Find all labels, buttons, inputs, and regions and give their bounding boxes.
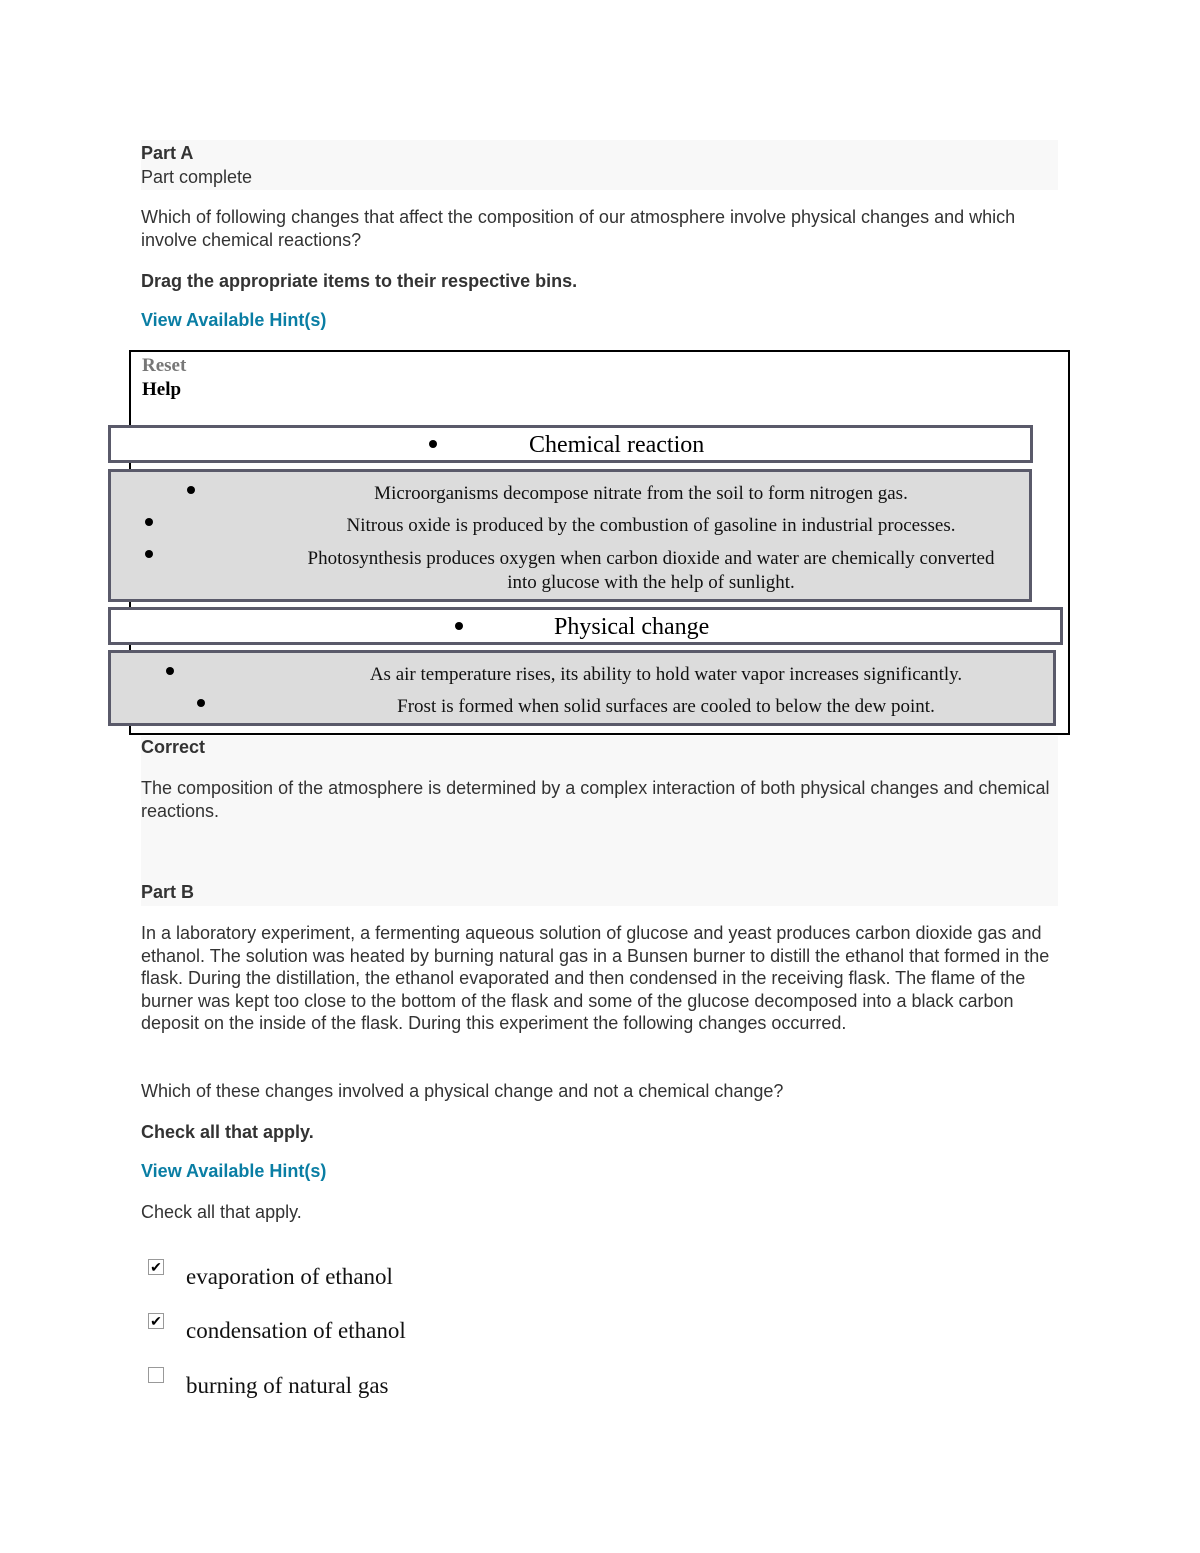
result-label: Correct bbox=[141, 737, 206, 757]
part-a-title: Part A bbox=[141, 143, 194, 163]
option-label: condensation of ethanol bbox=[186, 1318, 406, 1343]
question-text: Which of following changes that affect the composition of our atmosphere involve physical changes and which involve chemical reactions? bbox=[141, 207, 1016, 250]
bullet bbox=[197, 699, 205, 707]
help-button[interactable]: Help bbox=[142, 379, 182, 400]
view-hints-link[interactable]: View Available Hint(s) bbox=[141, 1161, 327, 1181]
part-status: Part complete bbox=[141, 167, 253, 187]
bullet bbox=[455, 622, 463, 630]
bin-label: Physical change bbox=[554, 614, 710, 640]
part-a-header bbox=[141, 140, 1058, 190]
draggable-item[interactable]: As air temperature rises, its ability to hold water vapor increases significantly. bbox=[369, 664, 963, 685]
bin-chemical-reaction[interactable] bbox=[108, 469, 1032, 602]
instruction-repeat: Check all that apply. bbox=[141, 1202, 302, 1222]
draggable-item[interactable]: Frost is formed when solid surfaces are cooled to below the dew point. bbox=[397, 696, 935, 717]
option-label: evaporation of ethanol bbox=[186, 1264, 393, 1289]
checkbox-condensation[interactable]: ✔ bbox=[148, 1313, 164, 1329]
bullet bbox=[145, 518, 153, 526]
bullet bbox=[429, 440, 437, 448]
reset-button[interactable]: Reset bbox=[142, 355, 187, 376]
view-hints-link[interactable]: View Available Hint(s) bbox=[141, 310, 327, 330]
checkbox-evaporation[interactable]: ✔ bbox=[148, 1259, 164, 1275]
draggable-item[interactable]: Microorganisms decompose nitrate from the soil to form nitrogen gas. bbox=[374, 483, 908, 504]
part-b-title: Part B bbox=[141, 882, 195, 902]
bullet bbox=[187, 486, 195, 494]
option-label: burning of natural gas bbox=[186, 1373, 389, 1398]
bullet bbox=[166, 667, 174, 675]
bin-header-chemical-reaction bbox=[108, 425, 1033, 463]
bin-header-physical-change bbox=[108, 607, 1063, 645]
draggable-item[interactable]: Photosynthesis produces oxygen when carbon dioxide and water are chemically converted into glucose with the help of sunlight. bbox=[307, 548, 995, 593]
draggable-item[interactable]: Nitrous oxide is produced by the combustion of gasoline in industrial processes. bbox=[346, 515, 956, 536]
feedback-text: The composition of the atmosphere is determined by a complex interaction of both physical changes and chemical reactions. bbox=[141, 778, 1050, 821]
instruction: Check all that apply. bbox=[141, 1122, 314, 1142]
bin-label: Chemical reaction bbox=[529, 432, 705, 458]
bullet bbox=[145, 550, 153, 558]
passage-text: In a laboratory experiment, a fermenting aqueous solution of glucose and yeast produces carbon dioxide gas and ethanol. The solution was heated by burning natural gas in a Bunsen burner to distill the ethanol that formed in the flask. During the distillation, the ethanol evaporated and then condensed in the receiving flask. The flame of the burner was kept too close to the bottom of the flask and some of the glucose decomposed into a black carbon deposit on the inside of the flask. During this experiment the following changes occurred. bbox=[141, 923, 1050, 1034]
question-text: Which of these changes involved a physical change and not a chemical change? bbox=[141, 1081, 784, 1101]
checkbox-burning[interactable] bbox=[148, 1367, 164, 1383]
instruction: Drag the appropriate items to their respective bins. bbox=[141, 271, 578, 291]
bin-physical-change[interactable] bbox=[108, 650, 1056, 726]
